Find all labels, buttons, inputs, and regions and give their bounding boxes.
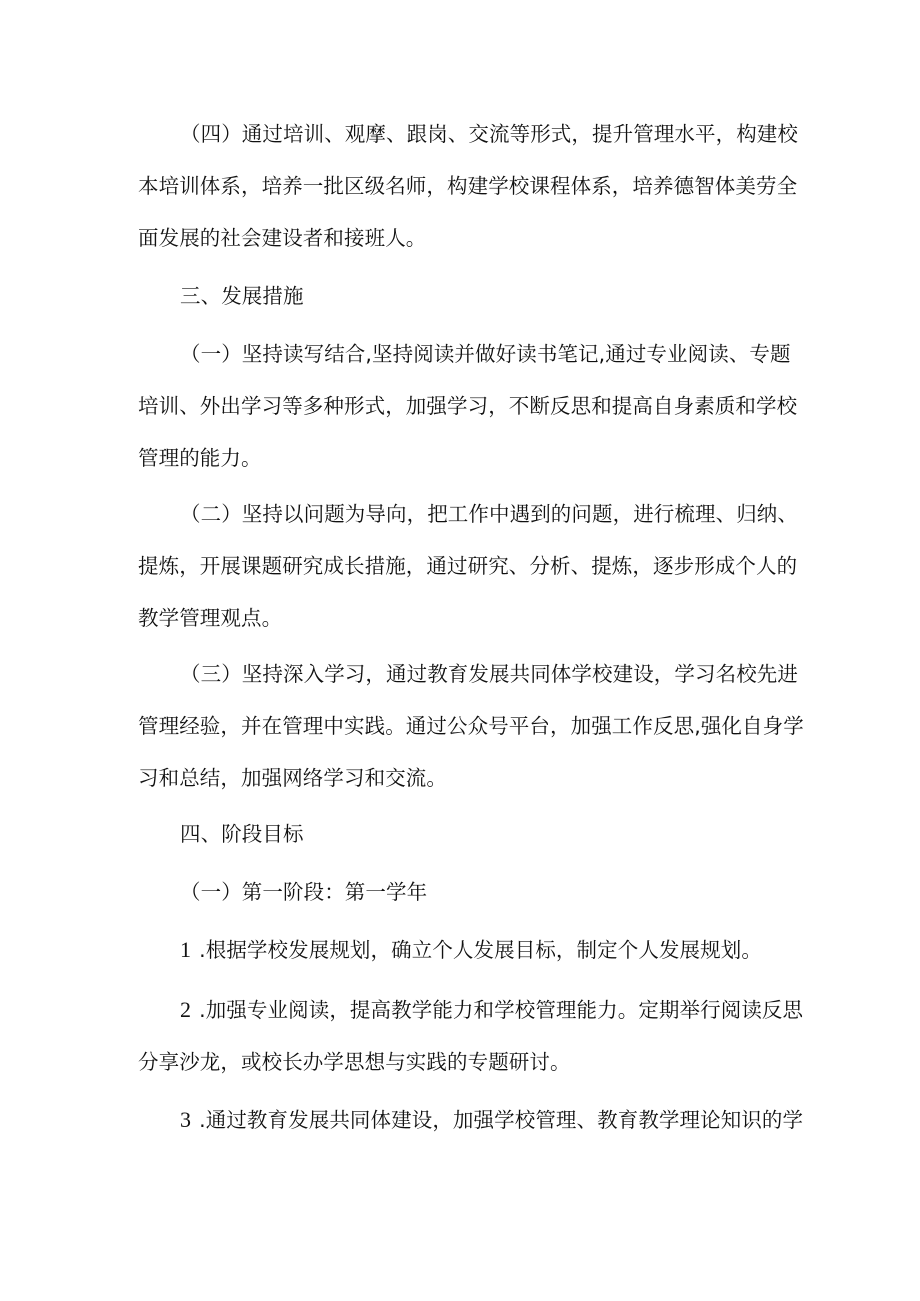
goal-item-2-line-1 [180,996,830,1024]
measure-3-line-3: 习和总结，加强网络学习和交流。 [138,766,447,790]
paragraph-4-line-2: 本培训体系，培养一批区级名师，构建学校课程体系，培养德智体美劳全 [138,174,798,198]
goal-item-3-number: 3 [180,1107,192,1132]
goal-item-1-text: .根据学校发展规划，确立个人发展目标，制定个人发展规划。 [199,938,762,962]
section-heading-measures: 三、发展措施 [180,284,304,308]
goal-item-3-line-1 [180,1106,830,1134]
goal-item-1 [180,936,830,964]
goal-item-2-text: .加强专业阅读，提高教学能力和学校管理能力。定期举行阅读反思 [199,998,804,1022]
goal-item-2-line-2: 分享沙龙，或校长办学思想与实践的专题研讨。 [138,1050,571,1074]
goal-item-2-number: 2 [180,997,192,1022]
measure-3-line-1: （三）坚持深入学习，通过教育发展共同体学校建设，学习名校先进 [180,662,798,686]
goal-item-3-text: .通过教育发展共同体建设，加强学校管理、教育教学理论知识的学 [199,1108,804,1132]
measure-1-line-3: 管理的能力。 [138,446,262,470]
measure-2-line-1: （二）坚持以问题为导向，把工作中遇到的问题，进行梳理、归纳、 [180,502,798,526]
measure-1-line-1: （一）坚持读写结合,坚持阅读并做好读书笔记,通过专业阅读、专题 [180,342,791,366]
goal-item-1-number: 1 [180,937,192,962]
measure-3-line-2: 管理经验，并在管理中实践。通过公众号平台，加强工作反思,强化自身学 [138,714,804,738]
stage-1-heading: （一）第一阶段：第一学年 [180,880,428,904]
section-heading-stage-goals: 四、阶段目标 [180,822,304,846]
measure-2-line-2: 提炼，开展课题研究成长措施，通过研究、分析、提炼，逐步形成个人的 [138,554,798,578]
paragraph-4-line-3: 面发展的社会建设者和接班人。 [138,226,427,250]
measure-2-line-3: 教学管理观点。 [138,606,283,630]
measure-1-line-2: 培训、外出学习等多种形式，加强学习，不断反思和提高自身素质和学校 [138,394,798,418]
paragraph-4-line-1: （四）通过培训、观摩、跟岗、交流等形式，提升管理水平，构建校 [180,122,798,146]
